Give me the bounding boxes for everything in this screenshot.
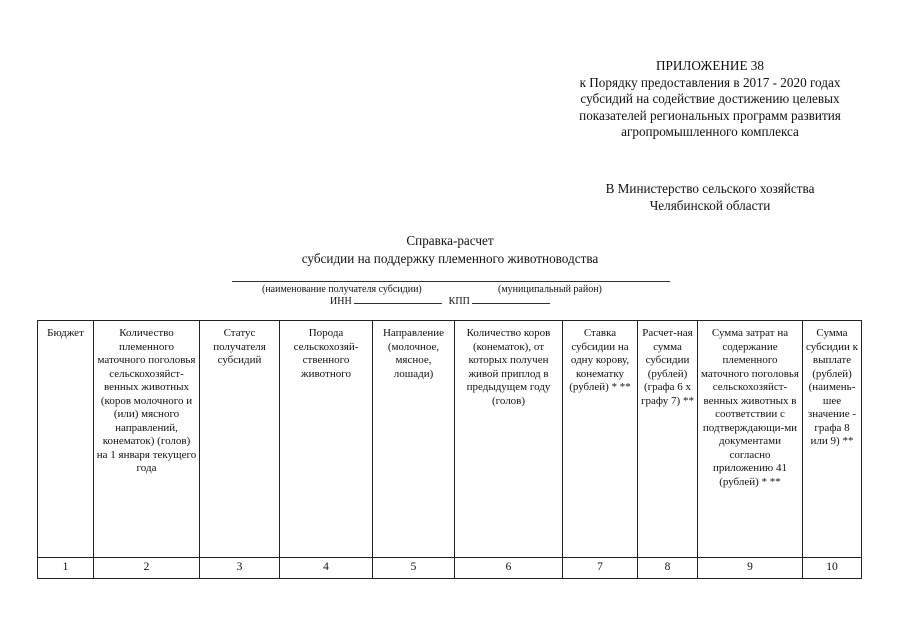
subtitle-line: субсидии на поддержку племенного животноводства <box>301 251 599 266</box>
recipient-name-fill-line[interactable] <box>232 281 670 282</box>
header-cell: Количество коров (конематок), от которых получен живой приплод в предыдущем году (голов) <box>455 321 563 558</box>
subsidy-calculation-table <box>37 320 862 579</box>
column-number-row <box>38 558 862 579</box>
header-cell: Сумма затрат на содержание племенного маточного поголовья сельскохозяйст-венных животных в соответствии с подтверждающи-ми документами согласно приложению 41 (рублей) * ** <box>698 321 803 558</box>
appendix-reference-line: к Порядку предоставления в 2017 - 2020 годах <box>579 74 841 90</box>
inn-fill-line[interactable] <box>354 303 442 304</box>
header-cell: Статус получателя субсидий <box>200 321 280 558</box>
appendix-reference-line: субсидий на содействие достижению целевых <box>580 91 840 106</box>
column-number-cell: 4 <box>280 558 373 579</box>
inn-label: ИНН <box>330 296 352 307</box>
column-number-cell: 5 <box>373 558 455 579</box>
column-number-cell: 9 <box>698 558 803 579</box>
header-cell: Ставка субсидии на одну корову, конематку (рублей) * ** <box>563 321 638 558</box>
header-cell: Расчет-ная сумма субсидии (рублей) (графа 6 х графу 7) ** <box>638 321 698 558</box>
table-header-row <box>38 321 862 558</box>
kpp-fill-line[interactable] <box>472 303 550 304</box>
tax-id-line <box>330 296 550 308</box>
column-number-cell: 10 <box>803 558 862 579</box>
header-cell: Сумма субсидии к выплате (рублей) (наимень-шее значение - графа 8 или 9) ** <box>803 321 862 558</box>
appendix-number: ПРИЛОЖЕНИЕ 38 <box>656 58 764 73</box>
column-number-cell: 3 <box>200 558 280 579</box>
kpp-label: КПП <box>448 296 470 307</box>
header-cell: Количество племенного маточного поголовья сельскохозяйст-венных животных (коров молочного и (или) мясного направлений, конематок) (голов) на 1 января текущего года <box>94 321 200 558</box>
column-number-cell: 2 <box>94 558 200 579</box>
district-caption: (муниципальный район) <box>498 284 602 295</box>
addressee-line: Челябинской области <box>649 198 771 213</box>
header-cell: Бюджет <box>38 321 94 558</box>
title-line: Справка-расчет <box>406 233 494 248</box>
header-cell: Направление (молочное, мясное, лошади) <box>373 321 455 558</box>
appendix-header <box>560 58 860 141</box>
column-number-cell: 6 <box>455 558 563 579</box>
column-number-cell: 8 <box>638 558 698 579</box>
column-number-cell: 1 <box>38 558 94 579</box>
addressee-line: В Министерство сельского хозяйства <box>605 181 815 196</box>
addressee-block <box>580 180 840 214</box>
recipient-name-caption: (наименование получателя субсидии) <box>262 284 422 295</box>
appendix-reference-line: показателей региональных программ развития <box>579 107 841 123</box>
column-number-cell: 7 <box>563 558 638 579</box>
document-title <box>250 232 650 268</box>
header-cell: Порода сельскохозяй-ственного животного <box>280 321 373 558</box>
appendix-reference-line: агропромышленного комплекса <box>621 124 799 139</box>
